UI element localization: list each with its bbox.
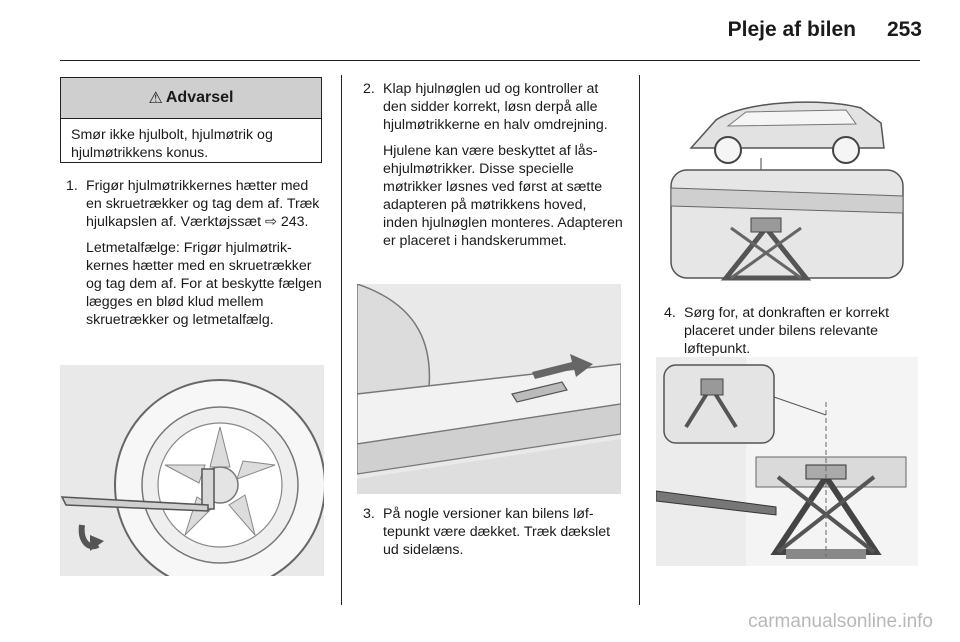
footer-watermark: carmanualsonline.info: [748, 611, 933, 632]
column-divider-right: [639, 75, 640, 605]
step-1: [66, 177, 324, 337]
step-3: [363, 505, 623, 567]
figure-sill-lifting-point: [357, 284, 621, 494]
step-1-number: 1.: [66, 178, 78, 194]
step-2-text: Klap hjulnøglen ud og kontroller at den sidder korrekt, løsn derpå alle hjulmøtrikkerne en halv omdrejning.: [383, 81, 608, 133]
page-number: 253: [886, 18, 922, 41]
step-3-number: 3.: [363, 506, 375, 522]
step-4-number: 4.: [664, 305, 676, 321]
car-jack-illustration: [656, 78, 918, 288]
step-3-text: På nogle versioner kan bilens løftepunkt være dækket. Træk dækslet ud sidelæns.: [383, 506, 611, 558]
header-rule: [60, 60, 920, 61]
step-2-note: Hjulene kan være beskyttet af låsehjulmøtrikker. Disse specielle møtrikker løsnes ved først at sætte adapteren på møtrikkens hoved, inden hjulnøglen monteres. Adapteren er placeret i handskerummet.: [383, 143, 623, 249]
jack-closeup-illustration: [656, 357, 918, 566]
step-1-text: Frigør hjulmøtrikkernes hætter med en skruetrækker og tag dem af. Træk hjulkapslen af. Værktøjssæt ⇨ 243.: [86, 178, 320, 230]
wheel-illustration: [60, 365, 324, 576]
step-1-note: Letmetalfælge: Frigør hjulmøtrikkernes hætter med en skruetrækker og tag dem af. For at beskytte fælgen lægges en blød klud mellem skruetrækker og letmetalfælg.: [86, 240, 322, 328]
sill-illustration: [357, 284, 621, 494]
step-2-number: 2.: [363, 81, 375, 97]
warning-title: Advarsel: [165, 89, 234, 106]
warning-body: Smør ikke hjulbolt, hjulmøtrik og hjulmøtrikkens konus.: [71, 127, 273, 161]
page-header-title: Pleje af bilen: [727, 18, 856, 41]
warning-header: [61, 78, 321, 119]
step-4-text: Sørg for, at donkraften er korrekt placeret under bilens relevante løftepunkt.: [684, 305, 890, 357]
figure-wheel-hubcap-removal: [60, 365, 324, 576]
step-2: [363, 80, 623, 258]
column-divider-left: [341, 75, 342, 605]
figure-car-jack-placement: [656, 78, 918, 288]
warning-box: [60, 77, 322, 163]
warning-triangle-icon: ⚠: [148, 90, 163, 107]
figure-jack-closeup: [656, 357, 918, 566]
